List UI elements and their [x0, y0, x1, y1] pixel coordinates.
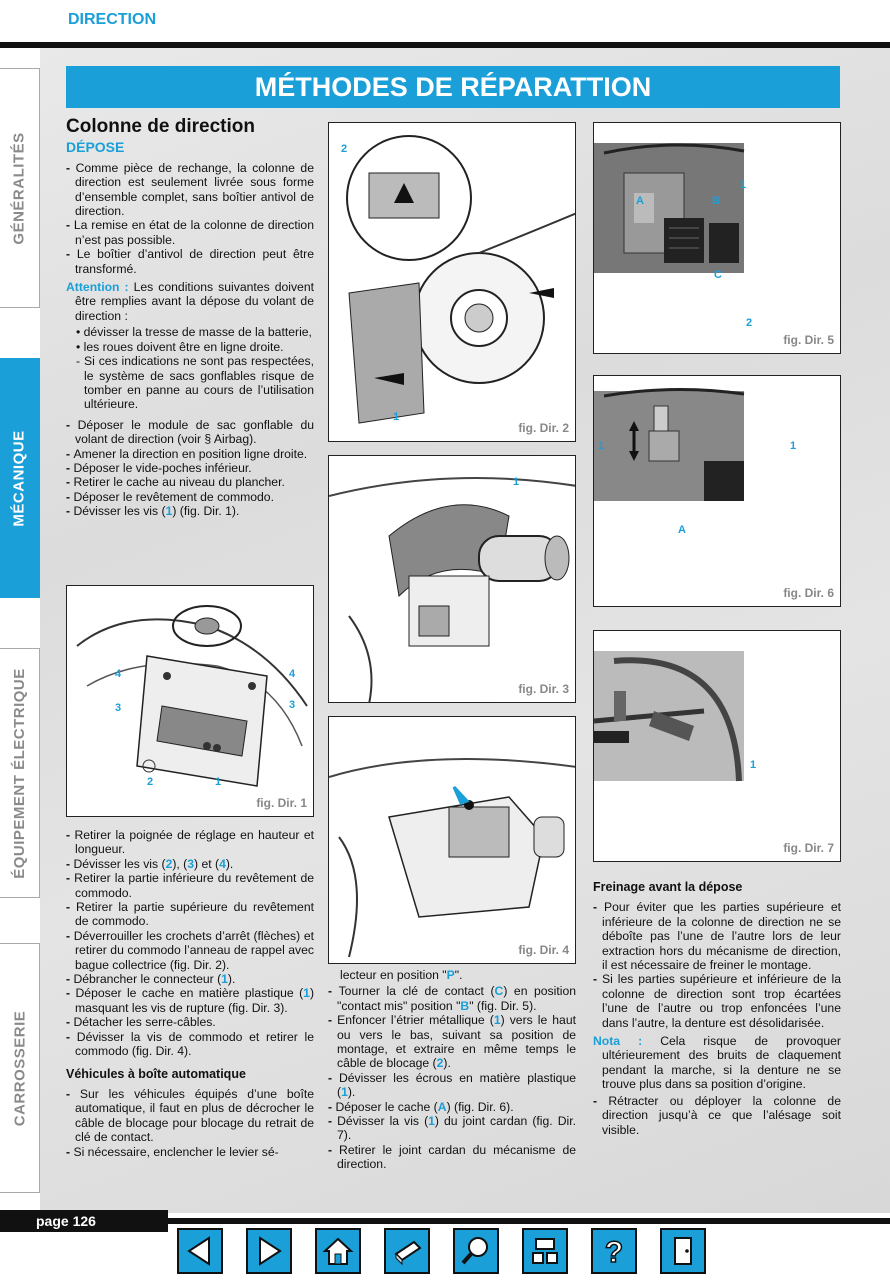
figure-dir-3 — [328, 455, 576, 703]
list-item: • les roues doivent être en ligne droite. — [76, 339, 284, 354]
callout-label: 1 — [598, 440, 605, 452]
figure-dir-4 — [328, 716, 576, 964]
callout-label: 2 — [746, 317, 753, 329]
commodo-screw-drawing — [329, 717, 576, 964]
print-button[interactable] — [384, 1228, 430, 1274]
list-item: - Retirer la partie supérieure du revêtement de commodo. — [66, 900, 314, 929]
list-item: - Dévisser les vis (2), (3) et (4). — [66, 856, 234, 871]
attention-note: Attention : Les conditions suivantes doivent être remplies avant la dépose du volant de direction : — [66, 280, 314, 323]
list-item: - Dévisser la vis de commodo et retirer le commodo (fig. Dir. 4). — [66, 1029, 314, 1059]
figure-dir-5 — [593, 122, 841, 354]
search-button[interactable] — [453, 1228, 499, 1274]
home-button[interactable] — [315, 1228, 361, 1274]
subheading-freinage: Freinage avant la dépose — [593, 880, 743, 894]
figure-dir-2 — [328, 122, 576, 442]
callout-label: 2 — [341, 143, 348, 155]
figure-caption: fig. Dir. 7 — [783, 841, 834, 855]
column-2 — [328, 966, 576, 1172]
prev-page-button[interactable] — [177, 1228, 223, 1274]
list-item: - Sur les véhicules équipés d’une boîte automatique, il faut en plus de décrocher le câble de blocage pour blocage du retrait de clé de contact. — [66, 1086, 314, 1145]
header-rule — [0, 42, 890, 48]
index-icon — [528, 1234, 562, 1268]
callout-label: 1 — [740, 179, 747, 191]
subheading-depose: DÉPOSE — [66, 139, 125, 156]
home-icon — [321, 1234, 355, 1268]
tab-mecanique[interactable]: MÉCANIQUE — [0, 358, 40, 598]
callout-label: A — [636, 195, 644, 207]
figure-caption: fig. Dir. 5 — [783, 333, 834, 347]
callout-label: 4 — [115, 668, 122, 680]
list-item: - Retirer le joint cardan du mécanisme de direction. — [328, 1142, 577, 1172]
list-item: - Pour éviter que les parties supérieure et inférieure de la colonne de direction ne se déboîte pas l’une de l’autre lors de leur extraction hors du mécanisme de direction, il est nécessaire de freiner le montage. — [593, 900, 841, 973]
subheading-auto: Véhicules à boîte automatique — [66, 1066, 246, 1081]
page-number: page 126 — [0, 1210, 168, 1232]
figure-caption: fig. Dir. 1 — [256, 796, 307, 810]
tab-generalites[interactable]: GÉNÉRALITÉS — [0, 68, 40, 308]
exit-button[interactable] — [660, 1228, 706, 1274]
arrow-right-icon — [252, 1234, 286, 1268]
pedal-area-photo — [594, 123, 841, 354]
help-icon — [597, 1234, 631, 1268]
printer-icon — [390, 1234, 424, 1268]
list-item: - Retirer la poignée de réglage en hauteur et longueur. — [66, 828, 314, 857]
list-item: - Si ces indications ne sont pas respectées, le système de sacs gonflables risque de tomber en panne au cours de l’utilisation ultérieure. — [76, 354, 314, 412]
steering-rack-photo — [594, 631, 841, 862]
list-item: - La remise en état de la colonne de direction n’est pas possible. — [66, 218, 314, 247]
tab-carrosserie[interactable]: CARROSSERIE — [0, 943, 40, 1193]
cardan-joint-photo — [594, 376, 841, 607]
list-item: - Débrancher le connecteur (1). — [66, 972, 236, 987]
list-item: - Le boîtier d’antivol de direction peut être transformé. — [66, 247, 314, 276]
figure-caption: fig. Dir. 6 — [783, 586, 834, 600]
list-item: - Dévisser les écrous en matière plastique (1). — [328, 1070, 576, 1100]
page-banner: MÉTHODES DE RÉPARATTION — [66, 66, 840, 108]
callout-label: 1 — [215, 776, 222, 788]
callout-label: 3 — [115, 702, 122, 714]
list-item: - Dévisser les vis (1) (fig. Dir. 1). — [66, 504, 240, 519]
list-item: - Déposer le vide-poches inférieur. — [66, 460, 252, 475]
list-item: - Tourner la clé de contact (C) en position "contact mis" position "B" (fig. Dir. 5). — [328, 984, 576, 1013]
column-1 — [66, 116, 315, 519]
list-item: - Déposer le module de sac gonflable du volant de direction (voir § Airbag). — [66, 417, 315, 447]
callout-label: 1 — [393, 411, 400, 423]
figure-dir-7 — [593, 630, 841, 862]
callout-label: 1 — [750, 759, 757, 771]
list-item: - Déposer le revêtement de commodo. — [66, 489, 274, 504]
list-item: - Déposer le cache (A) (fig. Dir. 6). — [328, 1099, 514, 1114]
callout-label: 2 — [147, 776, 154, 788]
side-tabs — [0, 48, 40, 1213]
figure-caption: fig. Dir. 2 — [518, 421, 569, 435]
column-1-lower — [66, 828, 314, 1159]
callout-label: 4 — [289, 668, 296, 680]
section-heading: Colonne de direction — [66, 116, 255, 137]
nota-note: Nota : Cela risque de provoquer ultérieurement des bruits de claquement pendant la marche, si la denture ne se trouve plus dans sa position d’origine. — [593, 1034, 841, 1092]
list-item: - Enfoncer l’étrier métallique (1) vers le haut ou vers le bas, suivant sa position de montage, et extraire en même temps le câble de blocage (2). — [328, 1013, 577, 1071]
callout-label: B — [712, 195, 720, 207]
plastic-cover-drawing — [329, 456, 576, 703]
header — [0, 0, 890, 42]
list-item: - Amener la direction en position ligne droite. — [66, 446, 308, 461]
figure-caption: fig. Dir. 3 — [518, 682, 569, 696]
list-item: - Détacher les serre-câbles. — [66, 1015, 216, 1030]
list-item: - Rétracter ou déployer la colonne de direction jusqu’à ce que l’alésage soit visible. — [593, 1093, 841, 1137]
column-3 — [593, 880, 841, 1137]
help-button[interactable] — [591, 1228, 637, 1274]
index-button[interactable] — [522, 1228, 568, 1274]
svg-text:?: ? — [604, 1236, 624, 1268]
figure-dir-6 — [593, 375, 841, 607]
list-item: - Retirer la partie inférieure du revêtement de commodo. — [66, 871, 314, 900]
list-item: - Déposer le cache en matière plastique (1) masquant les vis de rupture (fig. Dir. 3). — [66, 986, 314, 1015]
list-item: - Si nécessaire, enclencher le levier sé- — [66, 1144, 279, 1159]
arrow-left-icon — [183, 1234, 217, 1268]
list-item: • dévisser la tresse de masse de la batterie, — [76, 325, 312, 340]
list-item: lecteur en position "P". — [340, 968, 463, 982]
next-page-button[interactable] — [246, 1228, 292, 1274]
list-item: - Comme pièce de rechange, la colonne de direction est seulement livrée sous forme d’ensemble complet, sans boîtier antivol de direction. — [66, 160, 314, 219]
exit-icon — [666, 1234, 700, 1268]
figure-dir-1 — [66, 585, 314, 817]
callout-label: 1 — [790, 440, 797, 452]
callout-label: 1 — [513, 476, 520, 488]
list-item: - Dévisser la vis (1) du joint cardan (fig. Dir. 7). — [328, 1114, 576, 1143]
list-item: - Retirer le cache au niveau du plancher. — [66, 475, 285, 490]
list-item: - Déverrouiller les crochets d’arrêt (flèches) et retirer du commodo l’anneau de rappel avec bague collectrice (fig. Dir. 2). — [66, 928, 314, 972]
section-title: DIRECTION — [68, 11, 156, 28]
search-icon — [459, 1234, 493, 1268]
figure-caption: fig. Dir. 4 — [518, 943, 569, 957]
list-item: - Si les parties supérieure et inférieure de la colonne de direction sont trop écartées l’une de l’autre ou trop enfoncées l’une dans l’autre, la denture est désolidarisée. — [593, 972, 841, 1030]
callout-label: A — [678, 524, 686, 536]
callout-label: C — [714, 269, 722, 281]
clock-spring-drawing — [329, 123, 576, 442]
callout-label: 3 — [289, 699, 296, 711]
steering-column-cover-drawing — [67, 586, 314, 817]
tab-equipement-electrique[interactable]: ÉQUIPEMENT ÉLECTRIQUE — [0, 648, 40, 898]
